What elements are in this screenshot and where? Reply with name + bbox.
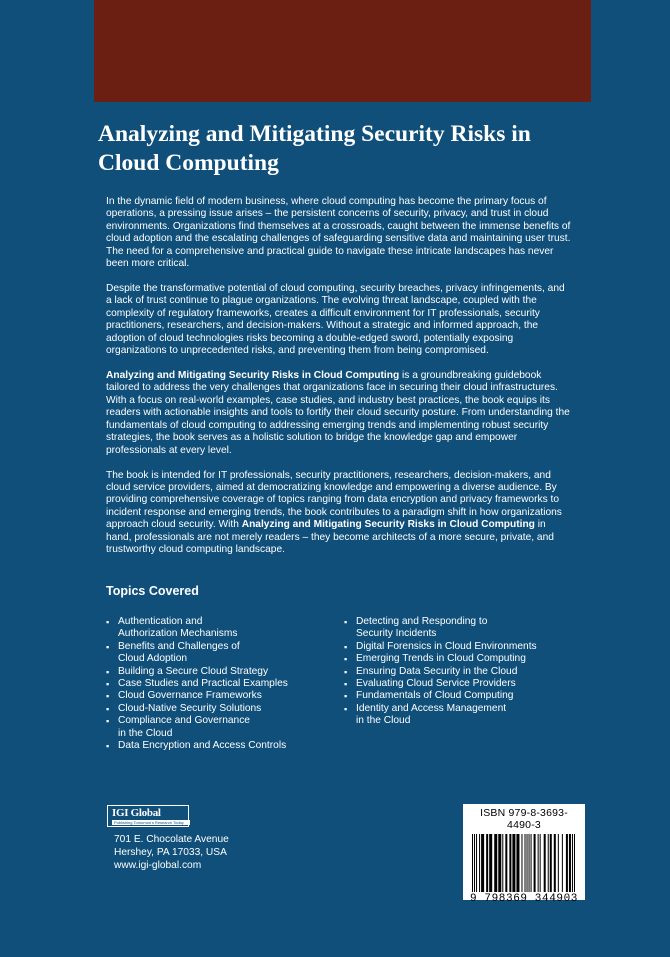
topic-label-continued: in the Cloud [118, 727, 173, 739]
bullet-icon: ▪ [344, 703, 348, 714]
bullet-icon: ▪ [344, 666, 348, 677]
title-line-2: Cloud Computing [98, 150, 279, 176]
topic-label: Fundamentals of Cloud Computing [356, 690, 514, 702]
barcode-bar [502, 834, 503, 892]
paragraph-4-end: in hand, professionals are not merely readers – they become architects of a more secure, private, and trustworthy cloud computing landscape. [106, 519, 554, 555]
topic-label: Detecting and Responding to [356, 616, 488, 627]
barcode-digits: 9 798369 344903 [469, 893, 579, 905]
description-paragraph-2: Despite the transformative potential of cloud computing, security breaches, privacy infringements, and a lack of trust continue to plague organizations. The evolving threat landscape, coupled with the complexity of regulatory frameworks, creates a difficult environment for IT professionals, security practitioners, researchers, and decision-makers. Without a strategic and informed approach, the adoption of cloud technologies risks becoming a double-edged sword, potentially exposing organizations to unprecedented risks, and preventing them from being compromised. [106, 283, 565, 357]
topic-item [106, 715, 326, 740]
topics-list-left [106, 616, 326, 752]
bullet-icon: ▪ [106, 617, 110, 627]
bullet-icon: ▪ [344, 617, 348, 627]
topic-item [106, 740, 326, 752]
topic-item [106, 641, 326, 666]
barcode-bar [544, 834, 546, 892]
logo-tagline: Publishing Tomorrow's Research Today [112, 820, 190, 825]
topic-label: Emerging Trends in Cloud Computing [356, 653, 526, 665]
book-description [106, 196, 572, 569]
barcode-bar [521, 834, 522, 892]
barcode-bar [569, 834, 571, 892]
bullet-icon: ▪ [106, 703, 110, 714]
bullet-icon: ▪ [106, 666, 110, 677]
topic-label: Authentication and [118, 616, 203, 627]
paragraph-3-text: is a groundbreaking guidebook tailored to address the very challenges that organizations face in securing their cloud infrastructures. With a focus on real-world examples, case studies, and industry best practices, the book equips its readers with actionable insights and tools to fortify their cloud security posture. From understanding the fundamentals of cloud computing to addressing emerging trends and implementing robust security strategies, the book serves as a holistic solution to bridge the knowledge gap and empower professionals at every level. [106, 370, 570, 456]
inline-book-title: Analyzing and Mitigating Security Risks in Cloud Computing [241, 519, 535, 531]
barcode-bar [516, 834, 519, 892]
barcode-bar [554, 834, 556, 892]
topic-item [344, 678, 564, 690]
barcode-bar [548, 834, 549, 892]
topic-label-continued: Authorization Mechanisms [118, 628, 238, 640]
barcode-bar [486, 834, 488, 892]
topic-item [106, 678, 326, 690]
barcode-panel [463, 804, 585, 905]
book-title [98, 120, 598, 178]
bullet-icon: ▪ [106, 679, 110, 690]
logo-name: IGI Global [112, 806, 161, 819]
barcode-bar [474, 834, 475, 892]
topic-label: Cloud-Native Security Solutions [118, 702, 262, 714]
topics-heading: Topics Covered [106, 584, 199, 598]
bullet-icon: ▪ [344, 691, 348, 702]
topic-item [344, 690, 564, 702]
bullet-icon: ▪ [344, 654, 348, 665]
topic-item [344, 653, 564, 665]
barcode-bar [531, 834, 532, 892]
topic-label: Evaluating Cloud Service Providers [356, 678, 516, 690]
barcode-bar [538, 834, 539, 892]
bullet-icon: ▪ [106, 641, 110, 652]
barcode-bar [479, 834, 480, 892]
topic-item [106, 616, 326, 641]
topic-label: Case Studies and Practical Examples [118, 678, 288, 690]
barcode-bar [574, 834, 575, 892]
topic-label: Cloud Governance Frameworks [118, 690, 262, 702]
topic-item [106, 690, 326, 702]
topic-item [344, 666, 564, 678]
topic-item [344, 641, 564, 653]
topic-label: Building a Secure Cloud Strategy [118, 665, 269, 677]
publisher-website: www.igi-global.com [114, 860, 202, 871]
topic-label: Data Encryption and Access Controls [118, 740, 287, 752]
topic-item [344, 703, 564, 728]
bullet-icon: ▪ [344, 679, 348, 690]
isbn-label: ISBN 979-8-3693-4490-3 [480, 807, 568, 831]
topic-label: Digital Forensics in Cloud Environments [356, 640, 537, 652]
barcode-bar [566, 834, 568, 892]
barcode-bar [529, 834, 530, 892]
address-line-1: 701 E. Chocolate Avenue [114, 834, 229, 845]
topic-item [106, 666, 326, 678]
barcode-bar [572, 834, 573, 892]
topic-label: Identity and Access Management [356, 702, 507, 714]
description-paragraph-3 [106, 370, 572, 457]
bullet-icon: ▪ [106, 741, 110, 752]
barcode-bar [534, 834, 536, 892]
topic-label: Ensuring Data Security in the Cloud [356, 665, 518, 677]
barcode-bar [498, 834, 501, 892]
topic-label: Compliance and Governance [118, 715, 250, 727]
address-line-2: Hershey, PA 17033, USA [114, 847, 227, 858]
topic-label-continued: Security Incidents [356, 628, 437, 640]
barcode-bar [489, 834, 492, 892]
barcode-bar [509, 834, 511, 892]
description-paragraph-4 [106, 470, 572, 557]
barcode-bar [558, 834, 559, 892]
publisher-address [114, 833, 229, 872]
barcode-bar [505, 834, 507, 892]
barcode-bar [472, 834, 473, 892]
description-paragraph-1: In the dynamic field of modern business, where cloud computing has become the primary focus of operations, a pressing issue arises – the persistent concerns of security, privacy, and trust in cloud environments. Organizations find themselves at a crossroads, caught between the immense benefits of cloud adoption and the escalating challenges of safeguarding sensitive data and maintaining user trust. The need for a comprehensive and practical guide to navigate these intricate landscapes has never been more critical. [106, 196, 571, 270]
topic-label: Benefits and Challenges of [118, 640, 240, 652]
bullet-icon: ▪ [106, 716, 110, 727]
barcode-bar [481, 834, 484, 892]
barcode-bar [550, 834, 552, 892]
topic-label-continued: in the Cloud [356, 715, 411, 727]
barcode-bar [562, 834, 563, 892]
bullet-icon: ▪ [344, 641, 348, 652]
top-banner [94, 0, 591, 102]
barcode-icon [472, 834, 576, 892]
topic-item [106, 703, 326, 715]
publisher-logo [107, 805, 189, 827]
inline-book-title: Analyzing and Mitigating Security Risks in Cloud Computing [106, 370, 400, 382]
barcode-bar [476, 834, 477, 892]
topic-item [344, 616, 564, 641]
barcode-bar [512, 834, 515, 892]
barcode-bar [540, 834, 541, 892]
barcode-bar [494, 834, 497, 892]
barcode-bar [525, 834, 526, 892]
paragraph-4-start: The book is intended for IT professionals, security practitioners, researchers, decision-makers, and cloud service providers, aimed at democratizing knowledge and empowering a diverse audience. By providing comprehensive coverage of topics ranging from data encryption and privacy frameworks to incident response and emerging trends, the book contributes to a paradigm shift in how organizations approach cloud security. With [106, 469, 562, 531]
barcode-bar [527, 834, 528, 892]
topic-label-continued: Cloud Adoption [118, 653, 188, 665]
title-line-1: Analyzing and Mitigating Security Risks in [98, 121, 531, 147]
topics-list-right [344, 616, 564, 728]
bullet-icon: ▪ [106, 691, 110, 702]
